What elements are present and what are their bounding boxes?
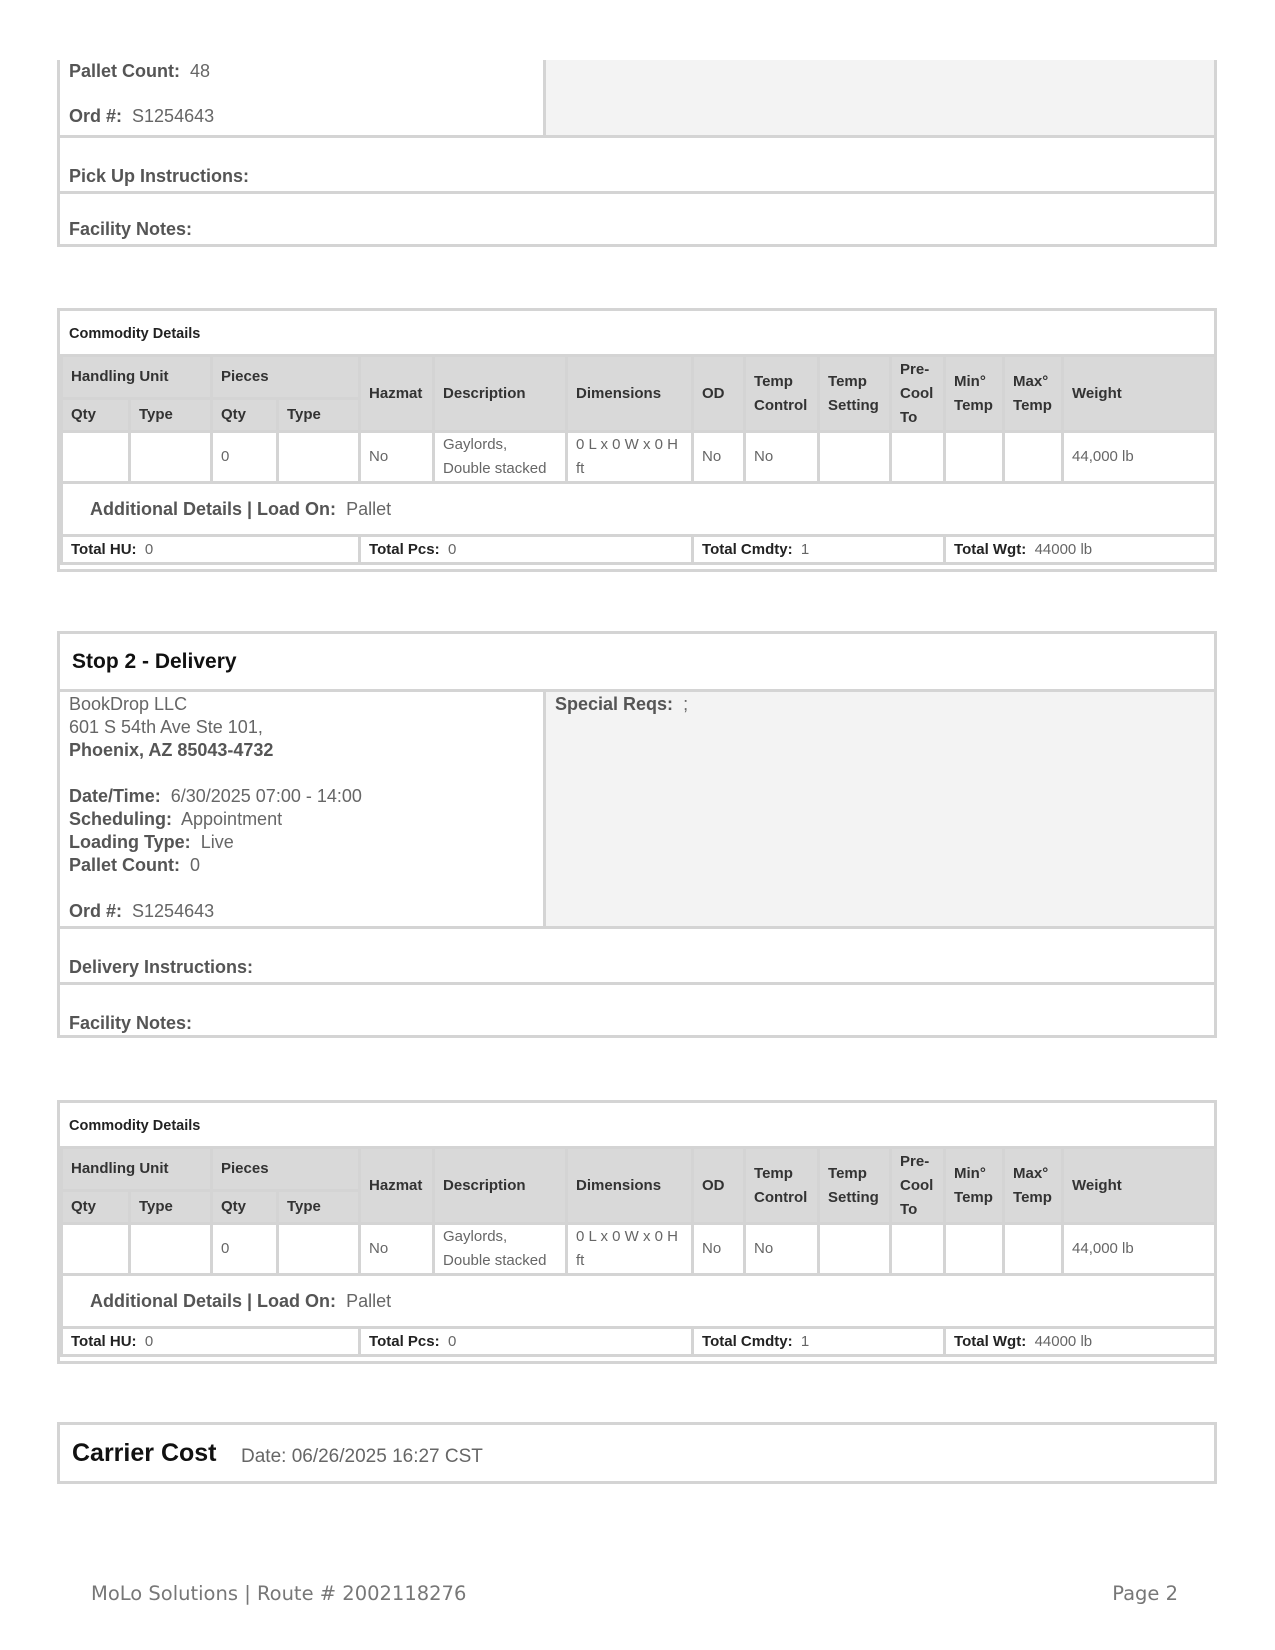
header-temp-control: Temp Control	[745, 356, 819, 432]
additional-details-row	[62, 483, 1216, 536]
total-cmdty-value: 1	[800, 540, 810, 558]
pallet-count-value: 48	[190, 61, 211, 81]
header-min-temp: Min° Temp	[945, 356, 1004, 432]
header-pre-cool-to: Pre-Cool To	[891, 1148, 945, 1224]
loading-type-label: Loading Type:	[69, 832, 191, 852]
cell-min-temp	[945, 432, 1004, 483]
delivery-instructions-label: Delivery Instructions:	[69, 957, 254, 977]
header-pcs-qty: Qty	[212, 1191, 278, 1224]
header-dimensions: Dimensions	[567, 356, 693, 432]
stop2-title: Stop 2 - Delivery	[72, 650, 237, 673]
total-cmdty-label: Total Cmdty:	[702, 540, 793, 558]
pickup-instructions-row	[60, 138, 1214, 194]
special-reqs-value: ;	[683, 694, 689, 714]
additional-details-label: Additional Details | Load On:	[90, 1291, 337, 1311]
cell-dimensions: 0 L x 0 W x 0 H ft	[567, 432, 693, 483]
commodity-table	[60, 1146, 1217, 1357]
total-cmdty	[693, 536, 945, 564]
stop2-pallet-count	[69, 855, 200, 876]
header-hu-type: Type	[130, 399, 212, 432]
header-hu-type: Type	[130, 1191, 212, 1224]
additional-details-row	[62, 1275, 1216, 1328]
cell-temp-control: No	[745, 432, 819, 483]
header-od: OD	[693, 356, 745, 432]
stop2-company	[69, 694, 187, 715]
stop2-scheduling	[69, 809, 282, 830]
cell-hu-qty	[62, 432, 130, 483]
header-max-temp: Max° Temp	[1004, 356, 1063, 432]
total-wgt-label: Total Wgt:	[954, 540, 1027, 558]
header-hu-qty: Qty	[62, 1191, 130, 1224]
cell-od: No	[693, 1224, 745, 1275]
facility-notes-label: Facility Notes:	[69, 219, 193, 239]
cell-hazmat: No	[360, 1224, 434, 1275]
total-hu-label: Total HU:	[71, 540, 137, 558]
additional-details-label: Additional Details | Load On:	[90, 499, 337, 519]
cell-hu-qty	[62, 1224, 130, 1275]
total-wgt-value: 44000 lb	[1034, 1332, 1093, 1350]
additional-details-cell	[62, 1275, 1216, 1328]
header-pre-cool-to: Pre-Cool To	[891, 356, 945, 432]
cell-weight: 44,000 lb	[1063, 1224, 1216, 1275]
cell-description: Gaylords, Double stacked	[434, 1224, 567, 1275]
header-handling-unit: Handling Unit	[62, 356, 212, 399]
total-pcs-value: 0	[447, 540, 457, 558]
cell-temp-setting	[819, 432, 891, 483]
stop1-info-panel	[60, 60, 546, 138]
total-pcs-label: Total Pcs:	[369, 540, 440, 558]
cell-pre-cool-to	[891, 432, 945, 483]
cell-pcs-type	[278, 1224, 360, 1275]
cell-hu-type	[130, 432, 212, 483]
order-value: S1254643	[132, 901, 215, 921]
total-pcs	[360, 1328, 693, 1356]
total-pcs-value: 0	[447, 1332, 457, 1350]
table-row	[62, 1224, 1216, 1275]
loading-type-value: Live	[200, 832, 234, 852]
special-reqs-label: Special Reqs:	[555, 694, 674, 714]
stop2-info-panel	[60, 692, 546, 929]
total-hu-value: 0	[144, 540, 154, 558]
order-label: Ord #:	[69, 901, 123, 921]
total-cmdty-value: 1	[800, 1332, 810, 1350]
total-cmdty-label: Total Cmdty:	[702, 1332, 793, 1350]
table-row	[62, 432, 1216, 483]
stop2-special-reqs-panel	[546, 692, 1214, 929]
footer-page-number: Page 2	[1112, 1582, 1178, 1605]
stop1-special-reqs-panel	[546, 60, 1214, 138]
load-on-value: Pallet	[346, 1291, 392, 1311]
pallet-count-value: 0	[190, 855, 201, 875]
pallet-count-label: Pallet Count:	[69, 61, 180, 81]
cell-hazmat: No	[360, 432, 434, 483]
commodity-details-2	[57, 1100, 1217, 1364]
total-hu-value: 0	[144, 1332, 154, 1350]
commodity-details-title: Commodity Details	[69, 1118, 201, 1134]
header-temp-setting: Temp Setting	[819, 1148, 891, 1224]
stop1-order-number	[69, 106, 214, 127]
load-on-value: Pallet	[346, 499, 392, 519]
cell-temp-control: No	[745, 1224, 819, 1275]
carrier-cost-date: Date: 06/26/2025 16:27 CST	[241, 1446, 483, 1467]
header-pcs-type: Type	[278, 1191, 360, 1224]
cell-pre-cool-to	[891, 1224, 945, 1275]
total-hu	[62, 1328, 360, 1356]
total-wgt	[945, 1328, 1216, 1356]
total-wgt	[945, 536, 1216, 564]
stop2-header	[60, 634, 1214, 692]
header-hazmat: Hazmat	[360, 356, 434, 432]
cell-temp-setting	[819, 1224, 891, 1275]
cell-hu-type	[130, 1224, 212, 1275]
header-pieces: Pieces	[212, 1148, 360, 1191]
carrier-cost-section	[57, 1422, 1217, 1484]
stop2-loading-type	[69, 832, 234, 853]
pickup-instructions-label: Pick Up Instructions:	[69, 166, 250, 186]
facility-notes-label: Facility Notes:	[69, 1013, 193, 1033]
address-line: 601 S 54th Ave Ste 101,	[69, 717, 263, 737]
header-weight: Weight	[1063, 356, 1216, 432]
commodity-details-title: Commodity Details	[69, 326, 201, 342]
header-pcs-qty: Qty	[212, 399, 278, 432]
header-dimensions: Dimensions	[567, 1148, 693, 1224]
header-handling-unit: Handling Unit	[62, 1148, 212, 1191]
header-temp-setting: Temp Setting	[819, 356, 891, 432]
stop1-facility-notes-row	[60, 191, 1214, 244]
header-hu-qty: Qty	[62, 399, 130, 432]
header-pcs-type: Type	[278, 399, 360, 432]
pallet-count-label: Pallet Count:	[69, 855, 180, 875]
commodity-table	[60, 354, 1217, 565]
header-min-temp: Min° Temp	[945, 1148, 1004, 1224]
datetime-label: Date/Time:	[69, 786, 161, 806]
scheduling-label: Scheduling:	[69, 809, 172, 829]
total-hu-label: Total HU:	[71, 1332, 137, 1350]
header-description: Description	[434, 356, 567, 432]
stop1-details-continued	[57, 60, 1217, 247]
scheduling-value: Appointment	[181, 809, 283, 829]
company-name: BookDrop LLC	[69, 694, 188, 714]
cell-pcs-qty: 0	[212, 432, 278, 483]
total-wgt-value: 44000 lb	[1034, 540, 1093, 558]
order-value: S1254643	[132, 106, 215, 126]
cell-weight: 44,000 lb	[1063, 432, 1216, 483]
cell-max-temp	[1004, 1224, 1063, 1275]
header-hazmat: Hazmat	[360, 1148, 434, 1224]
cell-od: No	[693, 432, 745, 483]
carrier-cost-title: Carrier Cost	[72, 1439, 217, 1467]
footer-route: MoLo Solutions | Route # 2002118276	[91, 1582, 467, 1605]
total-cmdty	[693, 1328, 945, 1356]
cell-max-temp	[1004, 432, 1063, 483]
order-label: Ord #:	[69, 106, 123, 126]
header-pieces: Pieces	[212, 356, 360, 399]
cell-description: Gaylords, Double stacked	[434, 432, 567, 483]
stop2-order-number	[69, 901, 214, 922]
city-state-zip: Phoenix, AZ 85043-4732	[69, 740, 274, 760]
header-weight: Weight	[1063, 1148, 1216, 1224]
additional-details-cell	[62, 483, 1216, 536]
stop1-pallet-count	[69, 61, 210, 82]
totals-row	[62, 1328, 1216, 1356]
stop2-facility-notes-row	[60, 985, 1214, 1038]
stop2-address	[69, 717, 263, 738]
total-pcs-label: Total Pcs:	[369, 1332, 440, 1350]
stop2-delivery	[57, 631, 1217, 1038]
cell-min-temp	[945, 1224, 1004, 1275]
total-hu	[62, 536, 360, 564]
commodity-details-1	[57, 308, 1217, 572]
cell-pcs-type	[278, 432, 360, 483]
total-wgt-label: Total Wgt:	[954, 1332, 1027, 1350]
delivery-instructions-row	[60, 929, 1214, 985]
total-pcs	[360, 536, 693, 564]
special-reqs	[555, 694, 688, 715]
stop2-datetime	[69, 786, 362, 807]
header-description: Description	[434, 1148, 567, 1224]
cell-dimensions: 0 L x 0 W x 0 H ft	[567, 1224, 693, 1275]
cell-pcs-qty: 0	[212, 1224, 278, 1275]
totals-row	[62, 536, 1216, 564]
header-od: OD	[693, 1148, 745, 1224]
header-max-temp: Max° Temp	[1004, 1148, 1063, 1224]
datetime-value: 6/30/2025 07:00 - 14:00	[170, 786, 362, 806]
header-temp-control: Temp Control	[745, 1148, 819, 1224]
